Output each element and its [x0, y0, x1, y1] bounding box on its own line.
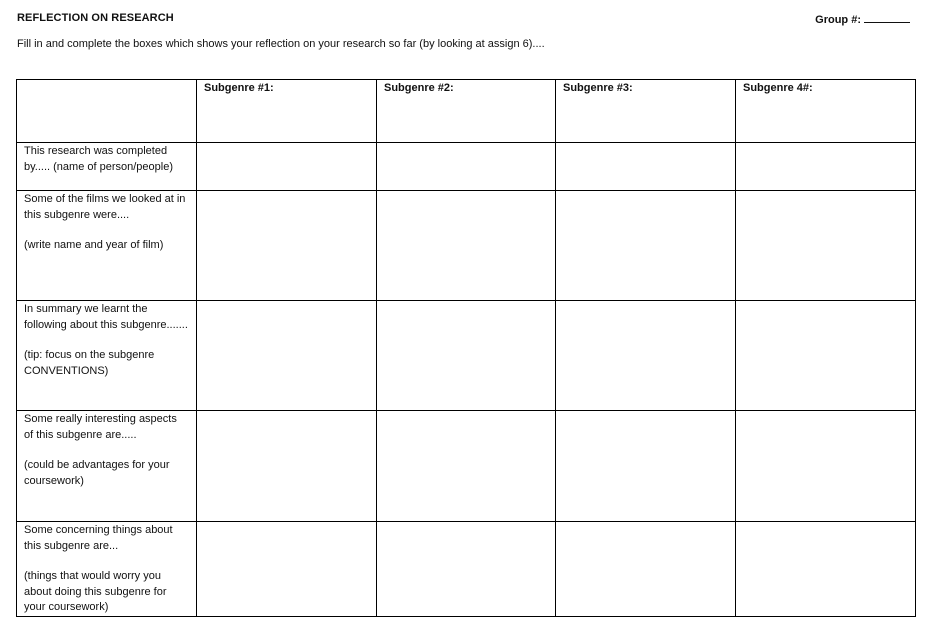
row-label-text: In summary we learnt the following about this subgenre.......	[24, 303, 188, 331]
answer-cell[interactable]	[736, 301, 916, 411]
column-header-subgenre-1: Subgenre #1:	[197, 80, 377, 143]
instructions-text: Fill in and complete the boxes which shows your reflection on your research so far (by looking at assign 6)....	[17, 38, 545, 50]
column-header-subgenre-3: Subgenre #3:	[556, 80, 736, 143]
row-label-hint: (could be advantages for your coursework)	[24, 459, 170, 487]
answer-cell[interactable]	[736, 143, 916, 191]
group-number-label: Group #:	[815, 14, 861, 26]
row-label-hint: (tip: focus on the subgenre CONVENTIONS)	[24, 349, 155, 377]
answer-cell[interactable]	[556, 522, 736, 617]
row-label-completed-by	[17, 143, 197, 191]
table-row	[17, 522, 916, 617]
answer-cell[interactable]	[377, 143, 556, 191]
group-number-blank[interactable]	[864, 12, 910, 23]
answer-cell[interactable]	[377, 191, 556, 301]
answer-cell[interactable]	[556, 143, 736, 191]
row-label-hint: (things that would worry you about doing this subgenre for your coursework)	[24, 570, 167, 613]
answer-cell[interactable]	[197, 191, 377, 301]
answer-cell[interactable]	[377, 411, 556, 522]
answer-cell[interactable]	[377, 522, 556, 617]
row-label-films	[17, 191, 197, 301]
answer-cell[interactable]	[736, 411, 916, 522]
row-label-summary	[17, 301, 197, 411]
answer-cell[interactable]	[736, 191, 916, 301]
row-label-hint: (write name and year of film)	[24, 239, 164, 251]
reflection-table	[16, 79, 916, 617]
row-label-text: Some concerning things about this subgenre are...	[24, 524, 173, 552]
row-label-text: Some of the films we looked at in this subgenre were....	[24, 193, 186, 221]
row-label-concerns	[17, 522, 197, 617]
table-row	[17, 143, 916, 191]
answer-cell[interactable]	[197, 301, 377, 411]
row-label-text: This research was completed by..... (name of person/people)	[24, 145, 173, 173]
answer-cell[interactable]	[197, 522, 377, 617]
row-label-text: Some really interesting aspects of this subgenre are.....	[24, 413, 177, 441]
table-row	[17, 191, 916, 301]
page-title: REFLECTION ON RESEARCH	[17, 12, 174, 24]
corner-cell	[17, 80, 197, 143]
table-row	[17, 301, 916, 411]
column-header-subgenre-2: Subgenre #2:	[377, 80, 556, 143]
table-row	[17, 411, 916, 522]
table-header-row	[17, 80, 916, 143]
group-number-field[interactable]	[815, 12, 910, 26]
answer-cell[interactable]	[556, 411, 736, 522]
row-label-interesting-aspects	[17, 411, 197, 522]
answer-cell[interactable]	[377, 301, 556, 411]
answer-cell[interactable]	[197, 143, 377, 191]
answer-cell[interactable]	[197, 411, 377, 522]
answer-cell[interactable]	[736, 522, 916, 617]
answer-cell[interactable]	[556, 301, 736, 411]
column-header-subgenre-4: Subgenre 4#:	[736, 80, 916, 143]
answer-cell[interactable]	[556, 191, 736, 301]
